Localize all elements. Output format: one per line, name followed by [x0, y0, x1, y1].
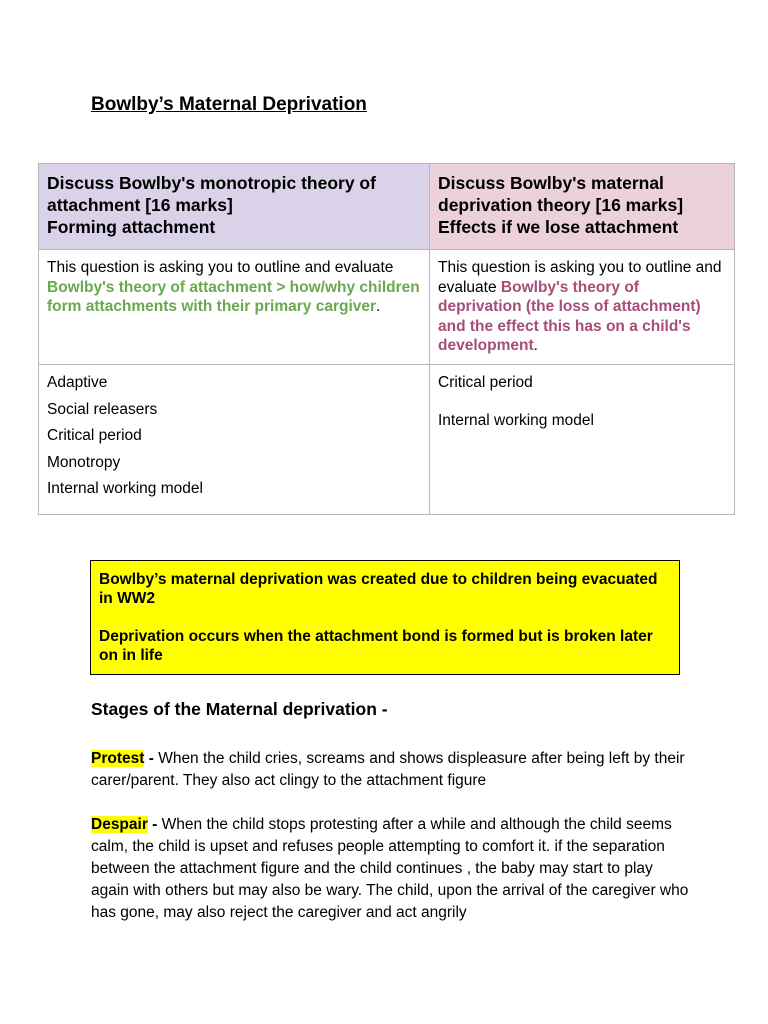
table-header-row — [39, 164, 735, 250]
left-term-item: Internal working model — [47, 480, 203, 497]
stage-name-despair: Despair — [91, 816, 148, 833]
left-header-cell — [39, 164, 430, 250]
left-desc-end: . — [376, 298, 381, 315]
right-term-item: Internal working model — [438, 411, 594, 429]
left-term-item: Adaptive — [47, 374, 108, 391]
right-header-subtitle: Effects if we lose attachment — [438, 217, 679, 237]
right-term-item: Critical period — [438, 374, 533, 391]
left-desc-highlight: Bowlby's theory of attachment > how/why children form attachments with their primary cargiver — [47, 278, 420, 315]
right-desc-end: . — [533, 337, 538, 354]
right-header-question: Discuss Bowlby's maternal deprivation theory [16 marks] — [438, 173, 684, 215]
left-terms-cell — [39, 365, 430, 515]
left-term-item: Social releasers — [47, 400, 158, 418]
left-term-item: Monotropy — [47, 453, 121, 471]
table-description-row — [39, 250, 735, 365]
comparison-table — [38, 163, 735, 515]
note-box — [90, 560, 680, 675]
stage-dash: - — [144, 750, 159, 767]
stage-dash: - — [147, 816, 162, 833]
right-desc-highlight: Bowlby's theory of deprivation (the loss of attachment) and the effect this has on a child's development — [438, 278, 701, 354]
right-desc-plain: This question is asking you to outline and evaluate — [438, 259, 722, 296]
stage-text-despair: When the child stops protesting after a while and although the child seems calm, the child is upset and refuses people attempting to comfort it. if the separation between the attachment figure and the child continues , the baby may start to play again with others but may also be wary. The child, upon the arrival of the caregiver who has gone, may also reject the caregiver and act angrily — [91, 816, 689, 921]
page-title: Bowlby’s Maternal Deprivation — [91, 94, 367, 115]
right-header-cell — [430, 164, 735, 250]
stages-heading: Stages of the Maternal deprivation - — [91, 699, 388, 719]
stage-text-protest: When the child cries, screams and shows displeasure after being left by their carer/parent. They also act clingy to the attachment figure — [91, 750, 685, 789]
note-line-evacuation: Bowlby’s maternal deprivation was created due to children being evacuated in WW2 — [99, 571, 658, 607]
left-header-subtitle: Forming attachment — [47, 217, 216, 237]
left-description-cell — [39, 250, 430, 365]
stage-name-protest: Protest — [91, 750, 145, 767]
left-desc-plain: This question is asking you to outline and evaluate — [47, 259, 394, 276]
stage-despair — [91, 814, 691, 924]
left-term-item: Critical period — [47, 427, 142, 444]
stage-protest — [91, 748, 691, 792]
right-description-cell — [430, 250, 735, 365]
left-header-question: Discuss Bowlby's monotropic theory of attachment [16 marks] — [47, 173, 376, 215]
table-terms-row — [39, 365, 735, 515]
right-terms-cell — [430, 365, 735, 515]
note-line-definition: Deprivation occurs when the attachment bond is formed but is broken later on in life — [99, 628, 653, 664]
